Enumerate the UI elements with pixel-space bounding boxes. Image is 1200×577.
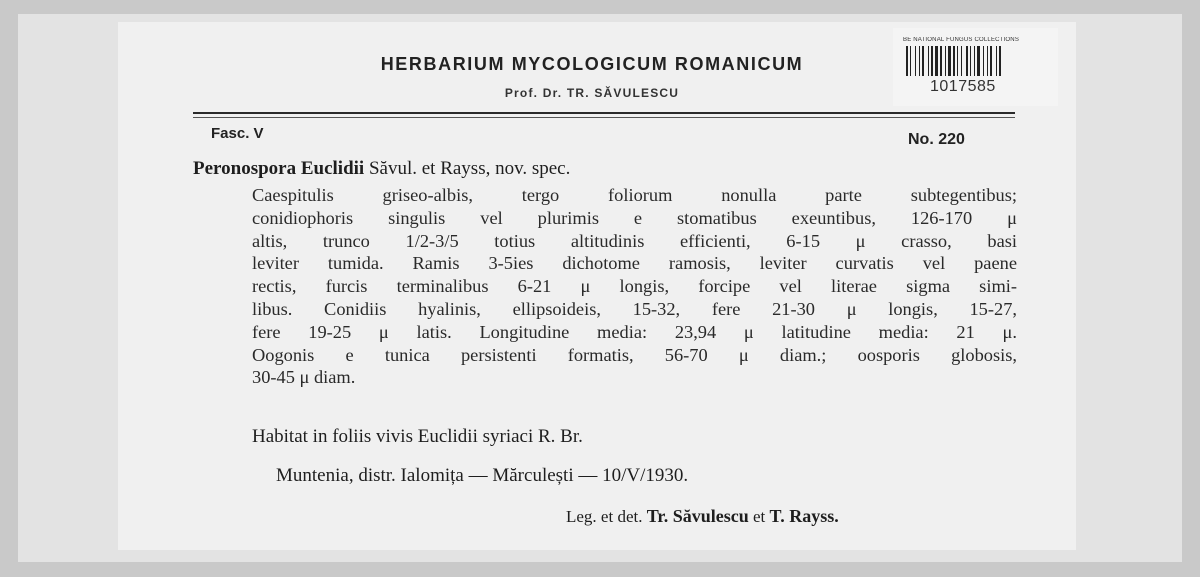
header-rule-thin xyxy=(193,117,1015,118)
description-line: Caespitulis griseo-albis, tergo foliorum nonulla parte subtegentibus; xyxy=(252,185,1017,205)
barcode-number: 1017585 xyxy=(930,78,996,95)
header-rule xyxy=(193,112,1015,114)
collectors-conjunction: et xyxy=(753,507,766,526)
collector-name: Tr. Săvulescu xyxy=(646,506,749,526)
specimen-number: No. 220 xyxy=(908,131,965,148)
species-description xyxy=(252,184,1017,389)
description-line: 30-45 μ diam. xyxy=(252,367,356,388)
fascicle-label: Fasc. V xyxy=(211,125,264,142)
collectors-prefix: Leg. et det. xyxy=(566,507,643,526)
species-binomial: Peronospora Euclidii xyxy=(193,158,365,179)
species-name xyxy=(193,158,570,180)
description-line: altis, trunco 1/2-3/5 totius altitudinis efficienti, 6-15 μ crasso, basi xyxy=(252,230,1017,251)
description-line: libus. Conidiis hyalinis, ellipsoideis, 15-32, fere 21-30 μ longis, 15-27, xyxy=(252,298,1017,319)
species-authority: Săvul. et Rayss, nov. spec. xyxy=(368,158,571,179)
description-line: Oogonis e tunica persistenti formatis, 56-70 μ diam.; oosporis globosis, xyxy=(252,344,1017,365)
description-line: rectis, furcis terminalibus 6-21 μ longis, forcipe vel literae sigma simi- xyxy=(252,276,1017,297)
description-line: conidiophoris singulis vel plurimis e stomatibus exeuntibus, 126-170 μ xyxy=(252,207,1017,228)
barcode-icon xyxy=(906,46,1042,76)
herbarium-subtitle: Prof. Dr. TR. SĂVULESCU xyxy=(504,86,680,100)
locality-text: Muntenia, distr. Ialomița — Mărculești — 10/V/1930. xyxy=(276,465,689,486)
collector-name: T. Rayss. xyxy=(769,506,839,526)
herbarium-title: HERBARIUM MYCOLOGICUM ROMANICUM xyxy=(380,54,804,74)
description-line: fere 19-25 μ latis. Longitudine media: 23,94 μ latitudine media: 21 μ. xyxy=(252,321,1017,342)
barcode-caption: BE NATIONAL FUNGUS COLLECTIONS xyxy=(903,37,1020,43)
description-line: leviter tumida. Ramis 3-5ies dichotome ramosis, leviter curvatis vel paene xyxy=(252,253,1017,274)
habitat-text: Habitat in foliis vivis Euclidii syriaci R. Br. xyxy=(252,426,583,447)
collectors-line xyxy=(566,506,839,527)
